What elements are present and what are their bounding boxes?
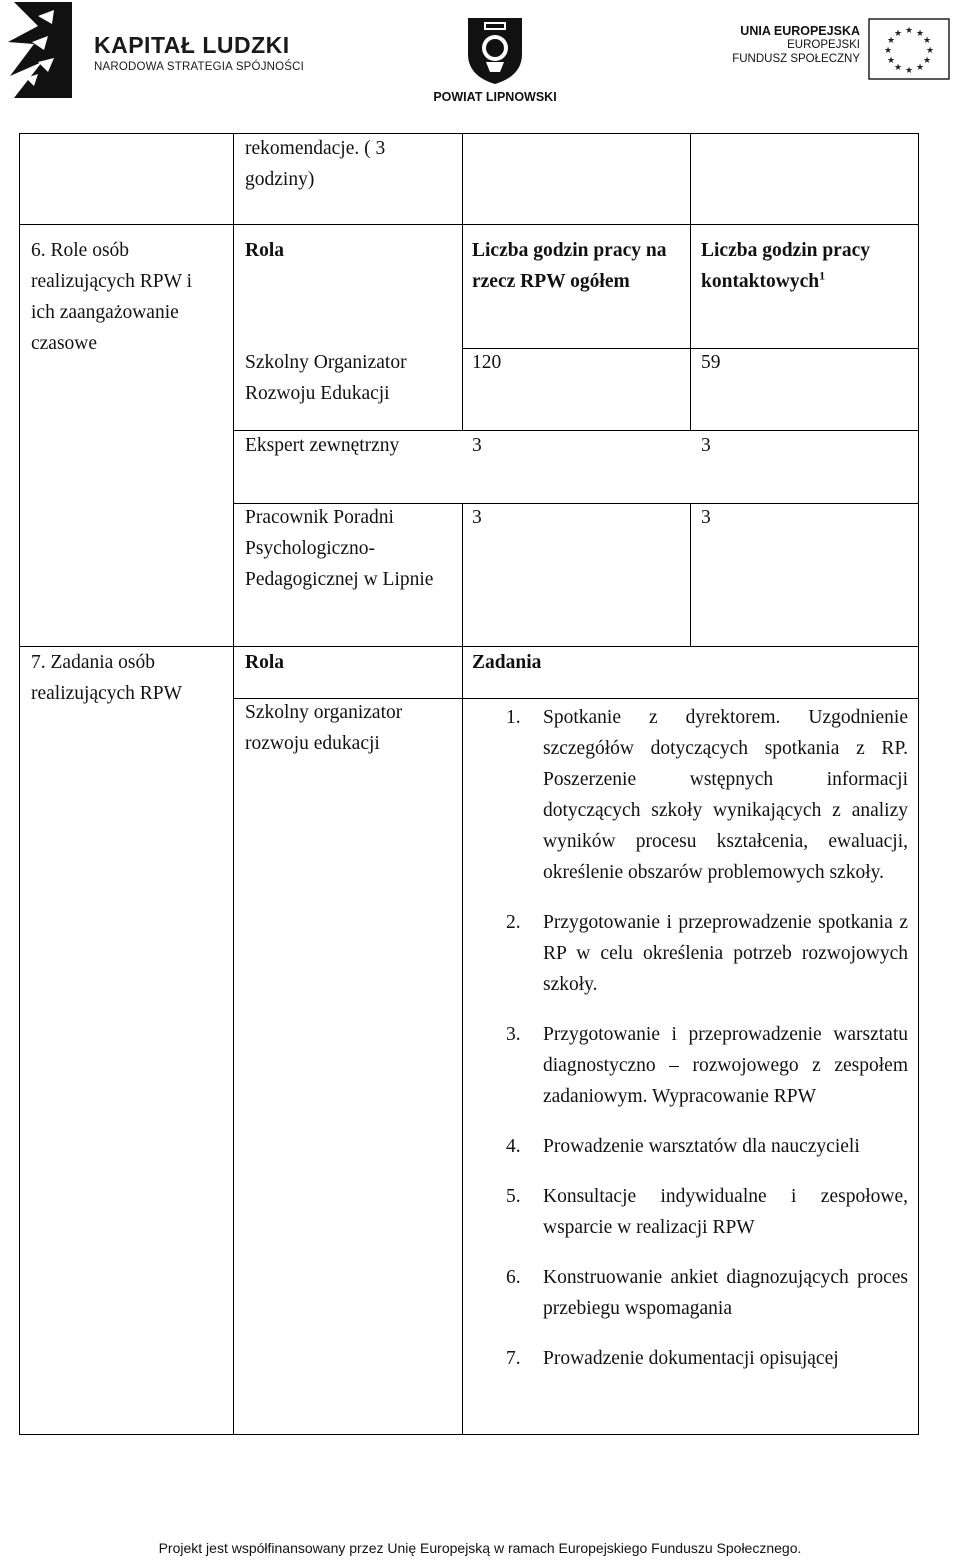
ue-line2: EUROPEJSKI [787, 39, 860, 51]
task-text: Spotkanie z dyrektorem. Uzgodnienie szczegółów dotyczących spotkania z RP. Poszerzenie wstępnych informacji dotyczących szkoły wynikających z analizy wyników procesu kształcenia, ewaluacji, określenie obszarów problemowych szkoły. [543, 707, 908, 883]
role-row-3-total: 3 [472, 507, 482, 528]
page-header [0, 0, 960, 110]
task-text: Przygotowanie i przeprowadzenie spotkania z RP w celu określenia potrzeb rozwojowych szkoły. [543, 912, 908, 995]
section6-col-role: Rola [245, 240, 284, 261]
role-row-1-total: 120 [472, 352, 502, 373]
kapital-ludzki-subtitle: NARODOWA STRATEGIA SPÓJNOŚCI [94, 61, 305, 73]
ue-text-block [720, 24, 860, 66]
task-list [506, 702, 908, 1393]
ue-line3: FUNDUSZ SPOŁECZNY [732, 53, 860, 65]
section6-label: 6. Role osób realizujących RPW i ich zaangażowanie czasowe [31, 240, 192, 354]
ue-title: UNIA EUROPEJSKA [740, 24, 860, 38]
svg-text:★: ★ [886, 56, 896, 66]
eu-flag-icon [868, 18, 950, 80]
section7-label: 7. Zadania osób realizujących RPW [31, 652, 183, 704]
kapital-ludzki-logo [8, 2, 72, 98]
task-text: Prowadzenie warsztatów dla nauczycieli [543, 1136, 860, 1157]
kapital-ludzki-title: KAPITAŁ LUDZKI [94, 32, 290, 58]
role-row-3-contact: 3 [701, 507, 711, 528]
top-row-text [245, 133, 435, 195]
task-item [506, 1181, 908, 1243]
svg-text:★: ★ [904, 66, 914, 76]
svg-text:★: ★ [893, 29, 903, 39]
task-item [506, 1131, 908, 1162]
task-number: 7. [506, 1348, 521, 1369]
task-number: 6. [506, 1267, 521, 1288]
svg-text:★: ★ [893, 63, 903, 73]
role-row-2-contact: 3 [701, 435, 711, 456]
top-row-line2: godziny) [245, 169, 315, 190]
task-item [506, 1343, 908, 1374]
powiat-name: POWIAT LIPNOWSKI [433, 90, 557, 104]
task-number: 3. [506, 1024, 521, 1045]
task-item [506, 1262, 908, 1324]
section7-role: Szkolny organizator rozwoju edukacji [245, 702, 403, 754]
svg-text:★: ★ [925, 46, 935, 56]
section6-col-contact-label: Liczba godzin pracy kontaktowych [701, 240, 870, 292]
svg-text:★: ★ [883, 46, 893, 56]
svg-text:★: ★ [915, 63, 925, 73]
task-text: Przygotowanie i przeprowadzenie warsztatu diagnostyczno – rozwojowego z zespołem zadaniowym. Wypracowanie RPW [543, 1024, 908, 1107]
task-item [506, 1019, 908, 1112]
role-row-2: Ekspert zewnętrzny [245, 435, 400, 456]
task-item [506, 702, 908, 888]
section7-col-role: Rola [245, 652, 284, 673]
svg-text:★: ★ [915, 29, 925, 39]
powiat-crest-icon [464, 14, 526, 86]
task-text: Konstruowanie ankiet diagnozujących proces przebiegu wspomagania [543, 1267, 908, 1319]
task-number: 4. [506, 1136, 521, 1157]
task-text: Prowadzenie dokumentacji opisującej [543, 1348, 839, 1369]
role-row-3: Pracownik Poradni Psychologiczno-Pedagogicznej w Lipnie [245, 507, 434, 590]
section7-col-tasks: Zadania [472, 652, 542, 673]
section6-col-total-hours: Liczba godzin pracy na rzecz RPW ogółem [472, 240, 667, 292]
section6-col-contact-hours [701, 235, 911, 297]
role-row-1-contact: 59 [701, 352, 721, 373]
page-footer: Projekt jest współfinansowany przez Unię Europejską w ramach Europejskiego Funduszu Społecznego. [158, 1540, 802, 1556]
task-number: 2. [506, 912, 521, 933]
svg-text:★: ★ [922, 56, 932, 66]
svg-text:★: ★ [904, 26, 914, 36]
task-text: Konsultacje indywidualne i zespołowe, wsparcie w realizacji RPW [543, 1186, 908, 1238]
role-row-1: Szkolny Organizator Rozwoju Edukacji [245, 352, 407, 404]
footnote-mark: 1 [819, 268, 826, 283]
role-row-2-total: 3 [472, 435, 482, 456]
task-number: 5. [506, 1186, 521, 1207]
svg-text:★: ★ [886, 36, 896, 46]
task-number: 1. [506, 707, 521, 728]
top-row-line1: rekomendacje. ( 3 [245, 138, 386, 159]
task-item [506, 907, 908, 1000]
svg-text:★: ★ [922, 36, 932, 46]
